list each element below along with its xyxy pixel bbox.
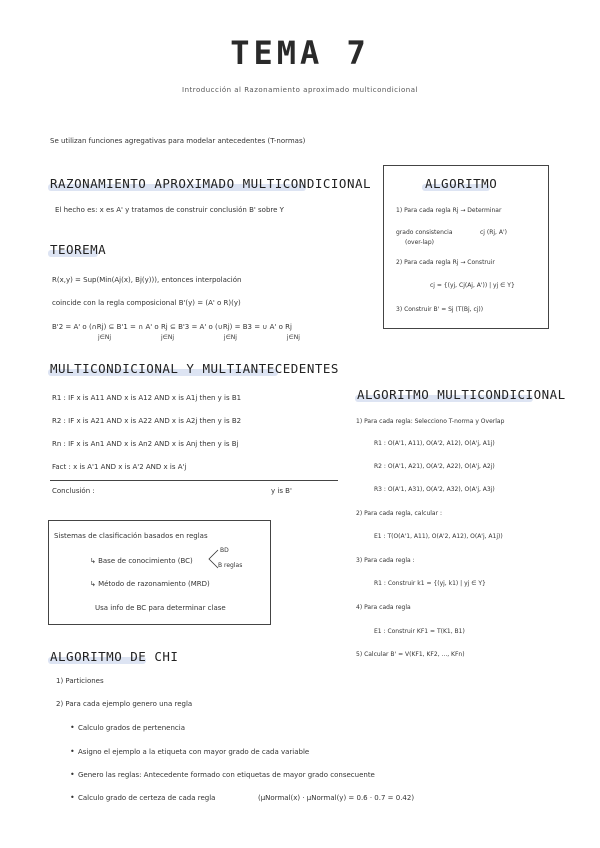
chi-bullet-2: • Asigno el ejemplo a la etiqueta con mayor grado de cada variable <box>78 748 309 756</box>
sistemas-line-3: ↳ Método de razonamiento (MRD) <box>90 580 210 588</box>
sistemas-line-1: Sistemas de clasificación basados en reglas <box>54 532 208 540</box>
conclusion-label: Conclusión : <box>52 487 95 495</box>
bd-label: BD <box>220 547 229 554</box>
rule-rn: Rn : IF x is An1 AND x is An2 AND x is Anj then y is Bj <box>52 440 239 448</box>
chi-bullet-4: • Calculo grado de certeza de cada regla <box>78 794 215 802</box>
algmulti-step-5: 5) Calcular B' = V(KF1, KF2, ..., KFn) <box>356 651 465 658</box>
algoritmo-step-1: 1) Para cada regla Rj → Determinar <box>396 207 502 214</box>
chi-bullet-4-extra: (μNormal(x) · μNormal(y) = 0.6 · 0.7 = 0.42) <box>258 794 415 802</box>
fact-line: Fact : x is A'1 AND x is A'2 AND x is A'j <box>52 463 187 471</box>
algmulti-step-4: 4) Para cada regla <box>356 604 411 611</box>
heading-chi: ALGORITMO DE CHI <box>50 649 179 664</box>
heading-teorema: TEOREMA <box>50 242 107 257</box>
breglas-label: B reglas <box>218 562 243 569</box>
algoritmo-step-2: 2) Para cada regla Rj → Construir <box>396 259 495 266</box>
razonamiento-line: El hecho es: x es A' y tratamos de construir conclusión B' sobre Y <box>55 206 284 214</box>
algmulti-step-3: 3) Para cada regla : <box>356 557 415 564</box>
teorema-subscripts: j∈Nj j∈Nj j∈Nj j∈Nj <box>98 334 300 341</box>
algmulti-r1: R1 : O(A'1, A11), O(A'2, A12), O(A'j, A1j) <box>374 440 495 447</box>
chi-bullet-1: • Calculo grados de pertenencia <box>78 724 185 732</box>
sistemas-line-2: ↳ Base de conocimiento (BC) <box>90 557 193 565</box>
conclusion-value: y is B' <box>271 487 292 495</box>
algmulti-step-1: 1) Para cada regla: Selecciono T-norma y Overlap <box>356 418 505 425</box>
algoritmo-step-1-formula: cj (Rj, A') <box>480 229 507 236</box>
chi-bullet-3: • Genero las reglas: Antecedente formado con etiquetas de mayor grado consecuente <box>78 771 375 779</box>
algoritmo-step-1-c: (over-lap) <box>405 239 434 246</box>
heading-algoritmo-multicondicional: ALGORITMO MULTICONDICIONAL <box>357 387 566 402</box>
page-subtitle: Introducción al Razonamiento aproximado multicondicional <box>182 86 418 94</box>
algmulti-r2: R2 : O(A'1, A21), O(A'2, A22), O(A'j, A2j) <box>374 463 495 470</box>
chi-step-1: 1) Particiones <box>56 677 104 685</box>
algmulti-step-3-formula: R1 : Construir k1 = {(yj, k1) | yj ∈ Y} <box>374 580 486 587</box>
algoritmo-step-2-formula: cj = {(yj, Cj(Aj, A')) | yj ∈ Y} <box>430 282 515 289</box>
page-title: TEMA 7 <box>230 34 370 72</box>
algoritmo-step-1-b: grado consistencia <box>396 229 453 236</box>
heading-algoritmo: ALGORITMO <box>425 176 498 191</box>
rule-r1: R1 : IF x is A11 AND x is A12 AND x is A1j then y is B1 <box>52 394 242 402</box>
chi-step-2: 2) Para cada ejemplo genero una regla <box>56 700 193 708</box>
algmulti-r3: R3 : O(A'1, A31), O(A'2, A32), O(A'j, A3j) <box>374 486 495 493</box>
teorema-line-3: B'2 = A' o (∩Rj) ⊆ B'1 = ∩ A' o Rj ⊆ B'3 = A' o (∪Rj) = B3 = ∪ A' o Rj <box>52 323 292 331</box>
divider <box>50 480 338 481</box>
intro-text: Se utilizan funciones agregativas para modelar antecedentes (T-normas) <box>50 137 306 145</box>
sistemas-line-4: Usa info de BC para determinar clase <box>95 604 226 612</box>
heading-razonamiento: RAZONAMIENTO APROXIMADO MULTICONDICIONAL <box>50 176 372 191</box>
algmulti-step-2-formula: E1 : T(O(A'1, A11), O(A'2, A12), O(A'j, A1j)) <box>374 533 503 540</box>
heading-multicondicional: MULTICONDICIONAL Y MULTIANTECEDENTES <box>50 361 339 376</box>
algmulti-step-4-formula: E1 : Construir KF1 = T(K1, B1) <box>374 628 465 635</box>
rule-r2: R2 : IF x is A21 AND x is A22 AND x is A2j then y is B2 <box>52 417 242 425</box>
teorema-line-1: R(x,y) = Sup(Min(Aj(x), Bj(y))), entonces interpolación <box>52 276 242 284</box>
algoritmo-step-3: 3) Construir B' = Sj (T(Bj, cj)) <box>396 306 484 313</box>
teorema-line-2: coincide con la regla composicional B'(y) = (A' o R)(y) <box>52 299 241 307</box>
algmulti-step-2: 2) Para cada regla, calcular : <box>356 510 442 517</box>
